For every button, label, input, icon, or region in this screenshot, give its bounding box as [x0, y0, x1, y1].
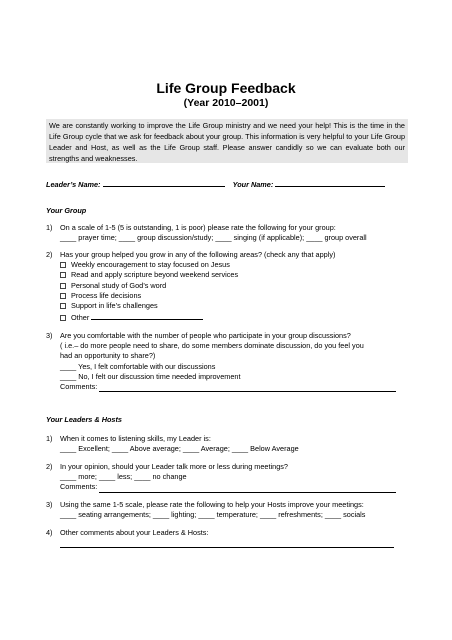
group-question-3: [46, 331, 408, 392]
question-text-line-1: Are you comfortable with the number of people who participate in your group discussions?: [60, 331, 351, 340]
option-other[interactable]: Other: [46, 311, 408, 321]
question-text: In your opinion, should your Leader talk more or less during meetings?: [60, 462, 288, 471]
page-title: Life Group Feedback: [156, 80, 296, 96]
other-field[interactable]: [91, 311, 203, 320]
question-text-line-2: ( i.e.– do more people need to share, do some members dominate discussion, do you feel you: [60, 341, 364, 351]
question-number: 2): [46, 462, 53, 471]
question-text: Other comments about your Leaders & Hosts:: [60, 528, 209, 537]
comments-field[interactable]: [99, 484, 396, 493]
question-number: 1): [46, 223, 53, 232]
checkbox-icon[interactable]: [60, 293, 66, 299]
question-number: 1): [46, 434, 53, 443]
page-subtitle: (Year 2010–2001): [183, 97, 269, 109]
question-text: When it comes to listening skills, my Leader is:: [60, 434, 211, 443]
question-number: 2): [46, 250, 53, 259]
option-scripture[interactable]: Read and apply scripture beyond weekend services: [46, 270, 408, 280]
checkbox-icon[interactable]: [60, 283, 66, 289]
comments-field[interactable]: [60, 538, 394, 548]
comments-label: Comments:: [60, 382, 98, 392]
question-number: 3): [46, 331, 53, 340]
answer-yes[interactable]: ____ Yes, I felt comfortable with our discussions: [60, 361, 216, 371]
comments-field[interactable]: [99, 383, 396, 392]
answer-no[interactable]: ____ No, I felt our discussion time needed improvement: [60, 371, 241, 381]
leaders-question-2: [46, 462, 408, 493]
checkbox-icon[interactable]: [60, 315, 66, 321]
leaders-heading: Your Leaders & Hosts: [46, 415, 122, 424]
option-life-decisions[interactable]: Process life decisions: [46, 291, 408, 301]
your-group-heading: Your Group: [46, 206, 87, 215]
question-number: 4): [46, 528, 53, 537]
rating-items[interactable]: ____ Excellent; ____ Above average; ____ Average; ____ Below Average: [60, 444, 299, 454]
leaders-question-1: [46, 434, 408, 454]
question-text: Has your group helped you grow in any of the following areas? (check any that apply): [60, 250, 336, 259]
answer-items[interactable]: ____ more; ____ less; ____ no change: [60, 472, 187, 482]
leaders-question-3: [46, 500, 408, 520]
comments-row: [46, 482, 408, 492]
question-number: 3): [46, 500, 53, 509]
question-text-line-3: had an opportunity to share?): [60, 351, 156, 361]
option-encouragement[interactable]: Weekly encouragement to stay focused on Jesus: [46, 260, 408, 270]
checkbox-icon[interactable]: [60, 272, 66, 278]
comments-row: [46, 538, 408, 548]
option-personal-study[interactable]: Personal study of God’s word: [46, 281, 408, 291]
question-text: On a scale of 1-5 (5 is outstanding, 1 is poor) please rate the following for your group:: [60, 223, 336, 232]
leader-name-label: Leader’s Name:: [46, 180, 101, 189]
leaders-question-4: [46, 528, 408, 548]
comments-label: Comments:: [60, 482, 98, 492]
your-name-label: Your Name:: [232, 180, 274, 189]
intro-paragraph: We are constantly working to improve the Life Group ministry and we need your help! This is the time in the Life Group cycle that we ask for feedback about your group. This information is very helpful to your Life Group Leader and Host, as well as the Life Group staff. Please answer candidly so we can evaluate both our strengths and weaknesses.: [46, 119, 408, 163]
rating-items[interactable]: ____ seating arrangements; ____ lighting; ____ temperature; ____ refreshments; ____ socials: [60, 510, 366, 520]
rating-items[interactable]: ____ prayer time; ____ group discussion/study; ____ singing (if applicable); ____ group overall: [60, 233, 367, 243]
option-life-challenges[interactable]: Support in life’s challenges: [46, 301, 408, 311]
question-text: Using the same 1-5 scale, please rate the following to help your Hosts improve your meetings:: [60, 500, 364, 509]
names-row: [46, 178, 408, 190]
group-question-2: [46, 250, 408, 321]
comments-row: [46, 382, 408, 392]
leader-name-field[interactable]: [103, 178, 225, 187]
your-name-field[interactable]: [275, 178, 385, 187]
checkbox-icon[interactable]: [60, 262, 66, 268]
group-question-1: [46, 223, 408, 243]
checkbox-icon[interactable]: [60, 303, 66, 309]
